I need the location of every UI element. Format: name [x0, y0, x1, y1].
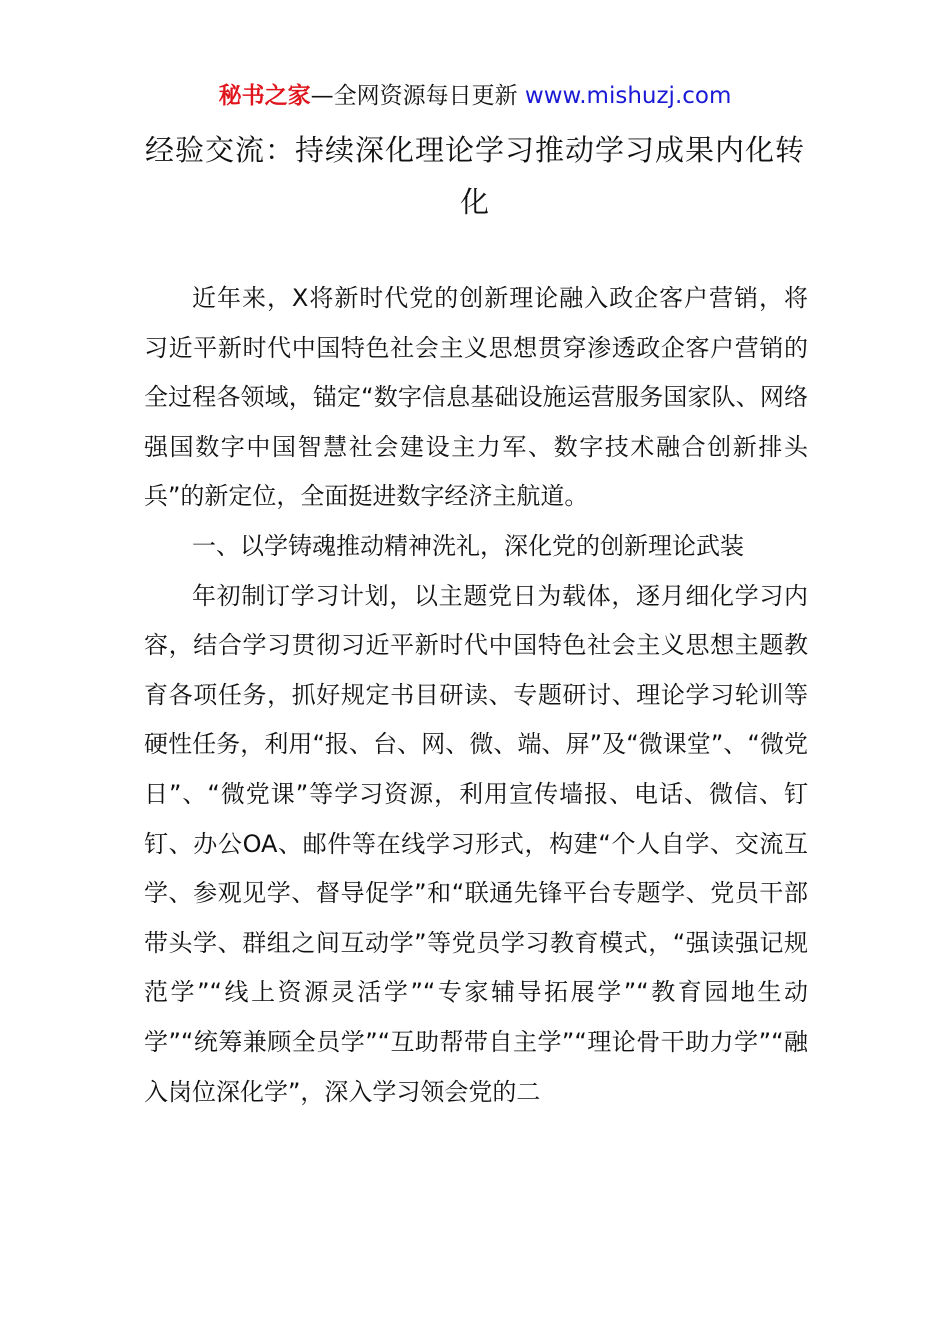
site-header: [0, 80, 950, 112]
section-heading: 一、以学铸魂推动精神洗礼，深化党的创新理论武装: [192, 531, 744, 560]
body-paragraph: 近年来，X将新时代党的创新理论融入政企客户营销，将习近平新时代中国特色社会主义思想贯穿渗透政企客户营销的全过程各领域，锚定“数字信息基础设施运营服务国家队、网络强国数字中国智慧社会建设主力军、数字技术融合创新排头兵”的新定位，全面挺进数字经济主航道。: [144, 284, 808, 511]
site-slogan: —全网资源每日更新: [310, 83, 518, 109]
document-title: 经验交流：持续深化理论学习推动学习成果内化转化: [144, 133, 805, 219]
site-brand: 秘书之家: [218, 83, 311, 109]
site-url-link[interactable]: www.mishuzj.com: [524, 83, 732, 109]
document-body: [144, 274, 808, 1117]
body-paragraph: 年初制订学习计划，以主题党日为载体，逐月细化学习内容，结合学习贯彻习近平新时代中国特色社会主义思想主题教育各项任务，抓好规定书目研读、专题研讨、理论学习轮训等硬性任务，利用“报、台、网、微、端、屏”及“微课堂”、“微党日”、“微党课”等学习资源，利用宣传墙报、电话、微信、钉钉、办公OA、邮件等在线学习形式，构建“个人自学、交流互学、参观见学、督导促学”和“联通先锋平台专题学、党员干部带头学、群组之间互动学”等党员学习教育模式，“强读强记规范学”“线上资源灵活学”“专家辅导拓展学”“教育园地生动学”“统筹兼顾全员学”“互助帮带自主学”“理论骨干助力学”“融入岗位深化学”，深入学习领会党的二: [144, 581, 808, 1106]
